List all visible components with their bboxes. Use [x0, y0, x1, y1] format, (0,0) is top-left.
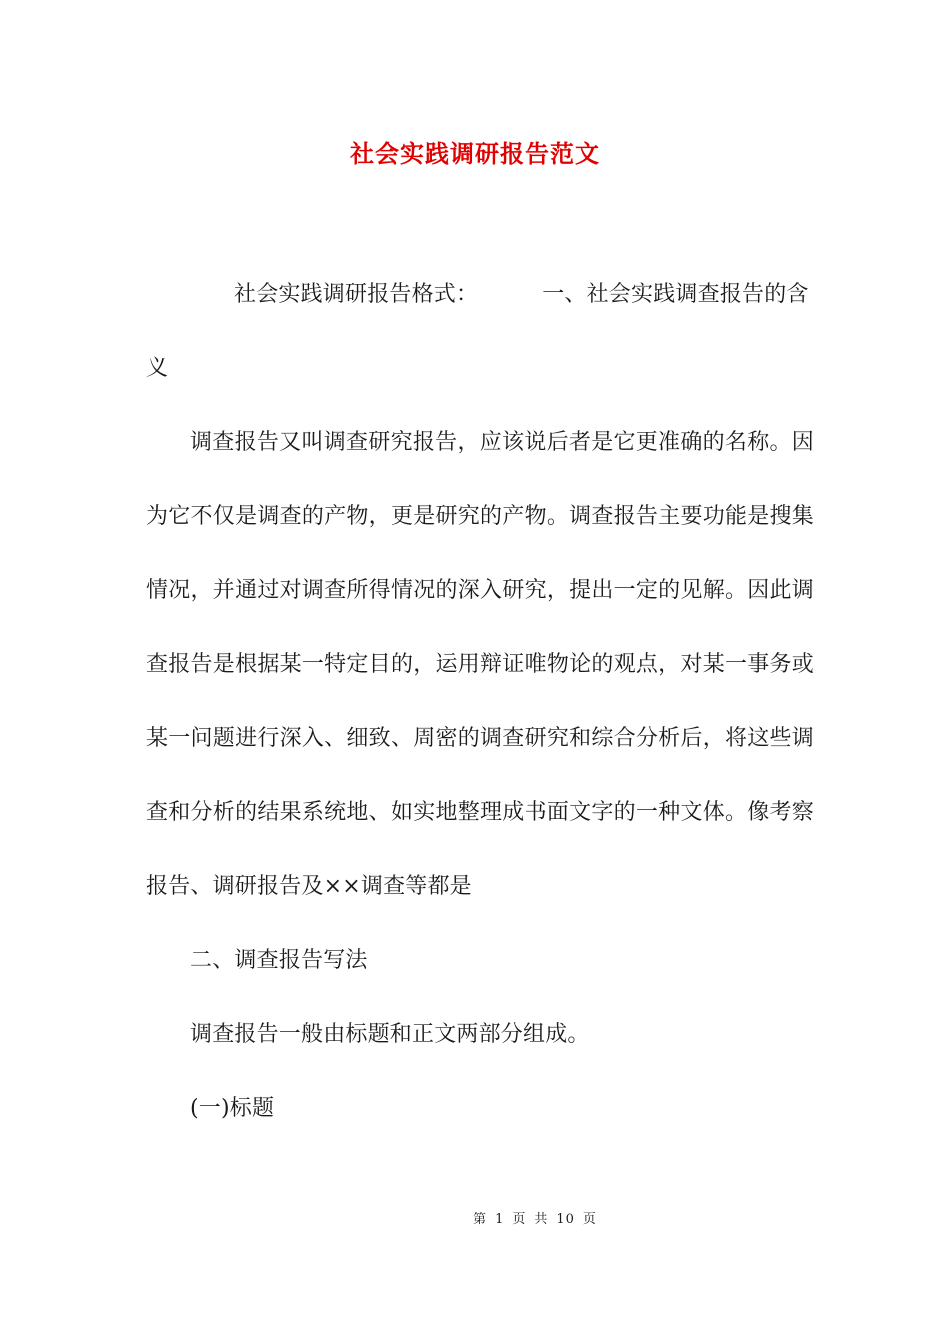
heading-line [146, 258, 814, 332]
footer-total-pages: 10 [556, 1212, 575, 1227]
heading-line-part1: 社会实践调研报告格式： [234, 282, 479, 307]
section-heading-writing: 二、调查报告写法 [190, 948, 368, 973]
heading-line-continuation: 义 [146, 356, 169, 381]
footer-page-number: 1 [495, 1212, 505, 1227]
heading-line-part2: 一、社会实践调查报告的含 [542, 282, 809, 307]
document-title: 社会实践调研报告范文 [350, 139, 600, 168]
footer-label-unit: 页 [512, 1212, 527, 1227]
document-body [146, 258, 814, 1146]
footer-label-page: 第 [473, 1212, 488, 1227]
paragraph-definition: 调查报告又叫调查研究报告，应该说后者是它更准确的名称。因为它不仅是调查的产物，更是研究的产物。调查报告主要功能是搜集情况，并通过对调查所得情况的深入研究，提出一定的见解。因此调查报告是根据某一特定目的，运用辩证唯物论的观点，对某一事务或某一问题进行深入、细致、周密的调查研究和综合分析后，将这些调查和分析的结果系统地、如实地整理成书面文字的一种文体。像考察报告、调研报告及××调查等都是 [146, 430, 814, 899]
footer-label-total: 共 [534, 1212, 549, 1227]
page-footer [0, 1208, 950, 1227]
footer-label-unit2: 页 [582, 1212, 597, 1227]
subsection-heading-title: (一)标题 [190, 1096, 275, 1121]
paragraph-composition: 调查报告一般由标题和正文两部分组成。 [190, 1022, 590, 1047]
